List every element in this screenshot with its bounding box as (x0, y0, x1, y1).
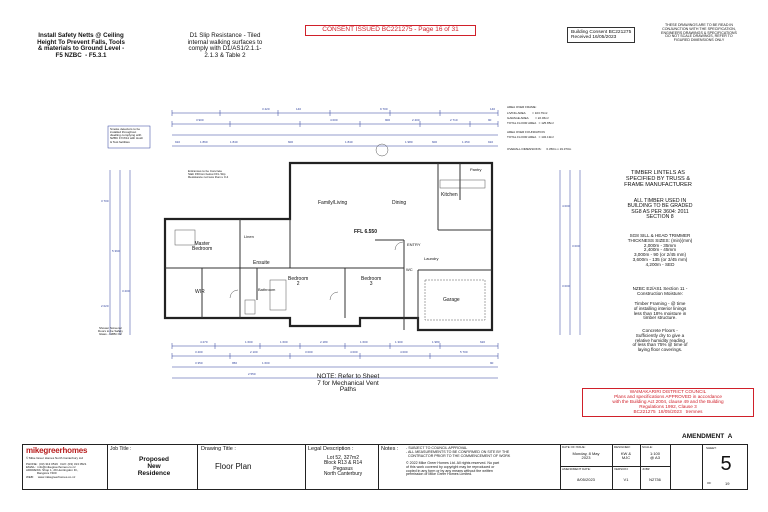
room-bathroom: Bathroom (258, 287, 276, 292)
company-copyright: © Mike Greer Homes North Canterbury Ltd (26, 456, 84, 460)
dim-label: 4 000 (350, 350, 358, 354)
dim-label: 4 000 (400, 350, 408, 354)
scale-label: SCALE: (642, 445, 653, 449)
version-cell (612, 466, 641, 490)
dim-label: 2 400 (412, 118, 420, 122)
dim-label: 3 200 (122, 289, 130, 293)
dim-label: 3 000 (572, 244, 580, 248)
notes-cell (378, 444, 561, 490)
designer: KW & MJC (620, 451, 632, 461)
sheet-label: SHEET: (706, 446, 717, 450)
job-title: Proposed New Residence (137, 456, 171, 477)
ffl-level: FFL 6.550 (354, 229, 377, 235)
dim-label: 2 710 (450, 118, 458, 122)
dim-label: 1 600 (262, 361, 270, 365)
drawing-title-cell (197, 444, 306, 490)
version: V1 (623, 477, 629, 482)
timber-lintels-note: TIMBER LINTELS AS SPECIFIED BY TRUSS & FRAME MANUFACTURER (624, 170, 692, 188)
notes-text: - SUBJECT TO COUNCIL APPROVAL - ALL MEASUREMENTS TO BE CONFIRMED ON SITE BY THE CONTRACTOR PRIOR TO THE COMMENCEMENT OF WORK © 2022 Mike Greer Homes Ltd. All rights reserved. No part of this work covered by copyright may be reproduced or copied in any form or by any means without the written permission of Mike Greer Homes Limited. (406, 446, 511, 477)
dim-label: 2 180 (320, 340, 328, 344)
dim-label: 1 600 (360, 340, 368, 344)
concrete-floor-note: Concrete Floors - Sufficiently dry to give a relative humidity reading of less than 75% @ time of laying floor coverings. (632, 328, 688, 353)
dim-label: 140 (296, 107, 302, 111)
dim-label: 4 000 (562, 204, 570, 208)
smoke-detector-note: Smoke detectors to be installed throughout dwelling complying with NZBC F7/AS1 with Hush & Test facilities (110, 127, 144, 144)
room-garage: Garage (443, 297, 460, 303)
moisture-note: NZBC E2/AS1 Section 11 - Construction Moisture: (632, 286, 688, 296)
dim-label: 600 (432, 140, 438, 144)
dim-label: 1 980 (405, 140, 413, 144)
slip-resistance-note: D1 Slip Resistance - Tiled internal walking surfaces to comply with D1/AS1/2.1.1- 2.1.3 & Table 2 (187, 32, 263, 59)
version-label: VERSION: (614, 467, 629, 471)
dim-label: 900 (385, 118, 391, 122)
dim-label: 1 860 (200, 140, 208, 144)
scale-cell (640, 444, 671, 467)
dim-label: 3 350 (195, 361, 203, 365)
amendment-label: AMENDMENT A (682, 433, 733, 440)
date-of-issue-label: DATE OF ISSUE: (562, 445, 586, 449)
dim-label: 3 000 (305, 350, 313, 354)
area-line: GARAGE AREA = 22.06m² (507, 116, 549, 120)
entrance-slab-note: Entrances to be Concrete Slab 150mm below FFL Slip Resistance not less than u 0.4 (188, 169, 229, 180)
area-line: OVERALL DIMENSIONS: 6.350m x 19.370m (507, 147, 572, 151)
amendment-date: 8/05/2023 (577, 477, 595, 482)
room-wc: WC (406, 267, 413, 272)
sheet-number: 5 (720, 453, 732, 475)
date-of-issue: Monday, 8 May 2023 (572, 451, 600, 461)
amendment-date-label: AMENDMENT DATE: (562, 467, 591, 471)
room-entry: ENTRY (407, 242, 421, 247)
room-bedroom-3: Bedroom 3 (361, 276, 382, 288)
dim-label: 90 (490, 361, 494, 365)
council-approval-stamp: WAIMAKARIRI DISTRICT COUNCIL Plans and specifications APPROVED in accordance with the Building Act 2004, clause 49 and the Building Regulations 1992, Clause 3 BC221275 18/05/2023 tremnes (582, 388, 754, 417)
dim-label: 3 400 (195, 350, 203, 354)
legal-description: Lot 52, 327m2 Block R13 & R14 Pegasus North Canterbury (323, 455, 363, 477)
drawing-title: Floor Plan (215, 462, 252, 471)
dim-label: 90 (488, 118, 492, 122)
room-master-bedroom: Master Bedroom (192, 241, 213, 253)
notes-label: Notes : (381, 446, 399, 452)
room-family-living: Family/Living (318, 200, 348, 206)
area-line: AREA OVER FRAME: (507, 105, 537, 109)
dim-label: 3 900 (196, 118, 204, 122)
sheet-total: 19 (725, 481, 730, 486)
dim-label: 2 100 (250, 350, 258, 354)
dim-label: 5 700 (460, 350, 468, 354)
area-line: AREA OVER FOUNDATION (507, 130, 545, 134)
drawing-title-label: Drawing Title : (201, 446, 236, 452)
job-title-label: Job Title : (110, 446, 132, 452)
room-laundry: Laundry (424, 256, 439, 261)
dim-label: 1 840 (345, 140, 353, 144)
mechanical-vent-note: NOTE: Refer to Sheet 7 for Mechanical Vent Paths (316, 373, 380, 394)
dim-label: 2 550 (248, 372, 256, 376)
drawing-read-note: THESE DRAWINGS ARE TO BE READ IN CONJUNCTION WITH THE SPECIFICATION, ENGINEERS DRAWINGS & SPECIFICATIONS DO NOT SCALE DRAWINGS, REFER TO FIGURED DIMENSIONS ONLY (661, 23, 737, 43)
dim-label: 620 (480, 340, 486, 344)
room-linen: Linen (244, 234, 254, 239)
trimmer-note: SG8 SILL & HEAD TRIMMER THICKNESS SIZES: (min)(mm) 2,000m - 35mm 2,400m - 45mm 3,000m - 90 (or 2/45 mm) 3,600m - 135 (or 3/45 mm) 4,200m - SED (627, 233, 693, 267)
sheet-of-label: OF (707, 481, 712, 485)
area-line: TOTAL FLOOR AREA = 125.85m² (507, 121, 554, 125)
room-bedroom-2: Bedroom 2 (288, 276, 309, 288)
job-number-label: JOB# (642, 467, 650, 471)
dim-label: 2 020 (101, 304, 109, 308)
dim-label: 600 (288, 140, 294, 144)
designer-label: DESIGNER: (614, 445, 631, 449)
issue-cells (560, 444, 702, 490)
room-wir: WIR (195, 289, 205, 295)
dim-label: 3 420 (262, 107, 270, 111)
room-pantry: Pantry (470, 167, 482, 172)
legal-description-cell (305, 444, 379, 490)
dim-label: 1 250 (462, 140, 470, 144)
designer-cell (612, 444, 641, 467)
room-kitchen: Kitchen (441, 192, 458, 198)
area-line: TOTAL FLOOR AREA = 132.19m² (507, 135, 554, 139)
room-dining: Dining (392, 200, 407, 206)
room-ensuite: Ensuite (253, 260, 270, 266)
dim-label: 1 600 (280, 340, 288, 344)
dim-label: 3 700 (101, 199, 109, 203)
scale: 1:100 @ A3 (649, 451, 660, 461)
dim-label: 140 (490, 107, 496, 111)
dim-label: 1 300 (395, 340, 403, 344)
dim-label: 1 840 (230, 140, 238, 144)
dim-label: 4 270 (200, 340, 208, 344)
building-consent-stamp: Building Consent BC221275 Received 16/05/2023 (567, 27, 635, 43)
company-contact: PHONE: (03) 313 0519 FAX: (03) 313 0521 EMAIL: info@mikegreerhomes.co.nz ADDRESS: Shop 1, 29 Huntingdon Dr., Rangiora 7400 WEB: www.mikegreerhomes.co.nz (26, 462, 87, 479)
company-block (22, 444, 108, 490)
dim-label: 3 000 (562, 284, 570, 288)
dim-label: 4 000 (330, 118, 338, 122)
job-number: N2736 (649, 477, 661, 482)
consent-issued-banner: CONSENT ISSUED BC221275 - Page 16 of 31 (305, 25, 476, 36)
shower-screen-note: Shower Screens/ Doors to be Safety Glass - NZBC F2 (98, 326, 123, 337)
dim-label: 910 (175, 140, 181, 144)
dim-label: 1 600 (245, 340, 253, 344)
legal-description-label: Legal Description : (308, 446, 354, 452)
amendment-date-cell (560, 466, 613, 490)
timber-framing-note: Timber Framing - @ time of installing interior linings less than 18% moisture in timber structure. (633, 301, 687, 321)
sheet-cell (702, 444, 749, 490)
company-logo: mikegreerhomes (26, 446, 88, 455)
date-of-issue-cell (560, 444, 613, 467)
area-line: LIVING AREA = 103.79m² (507, 111, 548, 115)
job-number-cell (640, 466, 671, 490)
job-title-cell (107, 444, 198, 490)
dim-label: 5 390 (112, 249, 120, 253)
timber-grade-note: ALL TIMBER USED IN BUILDING TO BE GRADED SG8 AS PER 3604: 2011 SECTION 8 (627, 198, 693, 221)
dim-label: 9 700 (380, 107, 388, 111)
dim-label: 950 (232, 361, 238, 365)
safety-net-note: Install Safety Netts @ Ceiling Height To Prevent Falls, Tools & materials to Ground Level - F5 NZBC - F5.3.1 (37, 32, 125, 59)
dim-label: 910 (488, 140, 494, 144)
dim-label: 1 980 (432, 340, 440, 344)
